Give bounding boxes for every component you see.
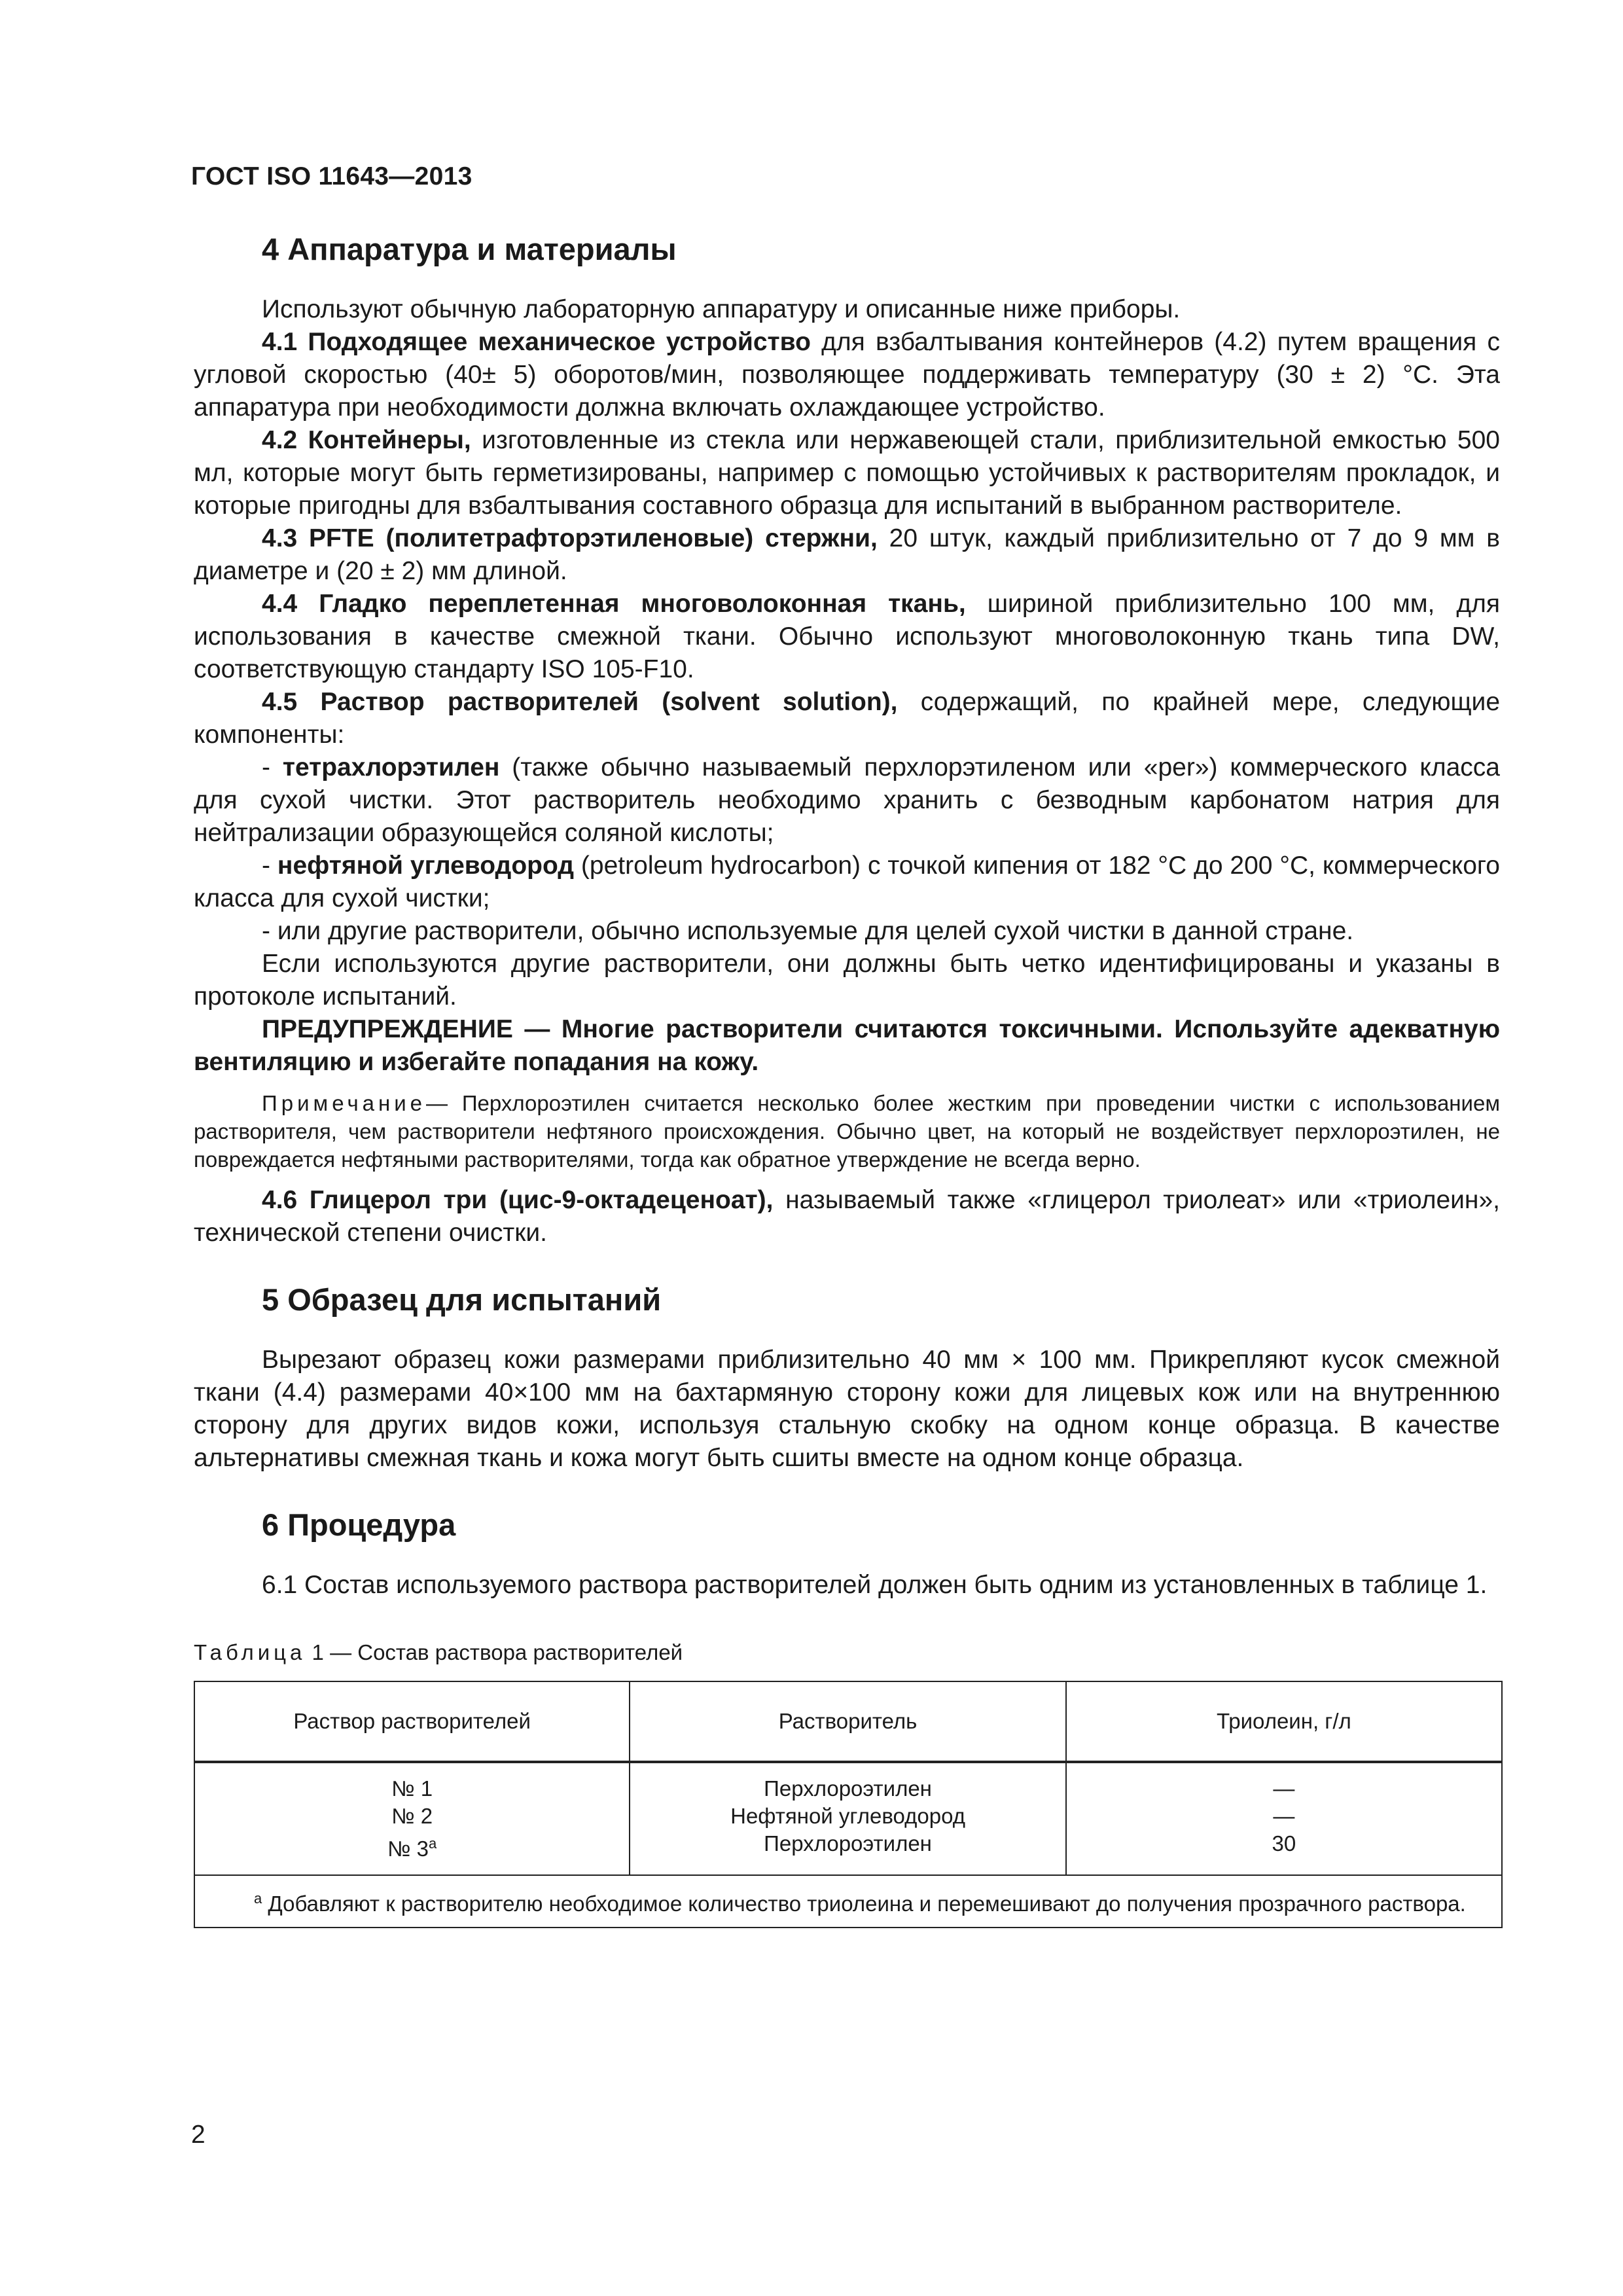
table-cell: Перхлороэтилен — [764, 1831, 932, 1856]
table-1-caption — [194, 1638, 1500, 1666]
clause-4-3-heading: 4.3 PFTE (политетрафторэтиленовые) стержни, — [262, 524, 878, 552]
clause-4-1 — [194, 326, 1500, 424]
table-footnote-row — [194, 1875, 1502, 1928]
clause-4-6 — [194, 1184, 1500, 1249]
clause-4-1-heading: 4.1 Подходящее механическое устройство — [262, 328, 811, 356]
table-cell: — — [1273, 1804, 1295, 1828]
page-content — [194, 228, 1500, 1928]
other-solvents-paragraph: Если используются другие растворители, они должны быть четко идентифицированы и указаны в протоколе испытаний. — [194, 950, 1500, 1011]
clause-4-2-text: изготовленные из стекла или нержавеющей стали, приблизительной емкостью 500 мл, которые могут быть герметизированы, например с помощью устойчивых к растворителям прокладок, и которые пригодны для взбалтывания составного образца для испытаний в выбранном растворителе. — [194, 426, 1500, 520]
clause-4-4 — [194, 588, 1500, 686]
triolein-column — [1066, 1762, 1502, 1875]
solvent-column — [630, 1762, 1065, 1875]
footnote-marker: а — [429, 1835, 437, 1852]
page-number: 2 — [191, 2121, 205, 2149]
list-item-term: тетрахлорэтилен — [282, 753, 500, 781]
clause-4-5 — [194, 686, 1500, 751]
footnote-text: Добавляют к растворителю необходимое количество триолеина и перемешивают до получения прозрачного раствора. — [262, 1892, 1466, 1916]
clause-4-6-heading: 4.6 Глицерол три (цис-9-октадеценоат), — [262, 1186, 774, 1214]
section-5-text: Вырезают образец кожи размерами приблизительно 40 мм × 100 мм. Прикрепляют кусок смежной ткани (4.4) размерами 40×100 мм на бахтармяную сторону кожи для лицевых кож или на внутреннюю сторону для других видов кожи, используя стальную скобку на одном конце образца. В качестве альтернативы смежная ткань и кожа могут быть сшиты вместе на одном конце образца. — [194, 1346, 1500, 1472]
section-6-title: 6 Процедура — [262, 1507, 456, 1542]
table-1 — [194, 1681, 1503, 1928]
table-row — [194, 1762, 1502, 1875]
table-caption-label: Таблица — [194, 1640, 306, 1664]
note-text: — Перхлороэтилен считается несколько более жестким при проведении чистки с использованием растворителя, чем растворители нефтяного происхождения. Обычно цвет, на который не воздействует перхлороэтилен, не повреждается нефтяными растворителями, тогда как обратное утверждение не всегда верно. — [194, 1091, 1500, 1172]
table-header-row — [194, 1681, 1502, 1762]
table-cell: — — [1273, 1776, 1295, 1801]
table-cell: № 1 — [391, 1776, 433, 1801]
table-cell: № $3^а$ — [387, 1835, 437, 1861]
note-label: Примечание — [262, 1091, 427, 1115]
clause-6-1: 6.1 Состав используемого раствора растворителей должен быть одним из установленных в таблице 1. — [262, 1571, 1488, 1599]
clause-4-5-heading: 4.5 Раствор растворителей (solvent solution), — [262, 688, 898, 716]
footnote-marker: а — [254, 1890, 262, 1907]
clause-4-2 — [194, 424, 1500, 522]
table-cell: Нефтяной углеводород — [730, 1804, 965, 1828]
clause-4-2-heading: 4.2 Контейнеры, — [262, 426, 471, 454]
section-4-title: 4 Аппаратура и материалы — [262, 232, 677, 266]
section-4-intro: Используют обычную лабораторную аппаратуру и описанные ниже приборы. — [262, 295, 1181, 323]
list-item-text: (также обычно называемый перхлорэтиленом или «per») коммерческого класса для сухой чистки. Этот растворитель необходимо хранить с безводным карбонатом натрия для нейтрализации образующейся соляной кислоты; — [194, 753, 1501, 847]
column-header-solution: Раствор растворителей — [194, 1681, 630, 1762]
clause-4-6-text: называемый также «глицерол триолеат» или «триолеин», технической степени очистки. — [194, 1186, 1500, 1247]
document-code: ГОСТ ISO 11643—2013 — [191, 162, 473, 190]
clause-4-4-text: шириной приблизительно 100 мм, для использования в качестве смежной ткани. Обычно используют многоволоконную ткань типа DW, соответствующую стандарту ISO 105-F10. — [194, 590, 1500, 683]
table-cell: Перхлороэтилен — [764, 1776, 932, 1801]
list-item-text: (petroleum hydrocarbon) с точкой кипения от 182 °С до 200 °С, коммерческого класса для сухой чистки; — [194, 852, 1500, 912]
solution-column — [194, 1762, 630, 1875]
warning-paragraph: ПРЕДУПРЕЖДЕНИЕ — Многие растворители считаются токсичными. Используйте адекватную вентиляцию и избегайте попадания на кожу. — [194, 1015, 1500, 1076]
list-dash: - — [262, 852, 277, 880]
column-header-triolein: Триолеин, г/л — [1066, 1681, 1502, 1762]
table-cell: № 2 — [391, 1804, 433, 1828]
note-paragraph — [194, 1089, 1500, 1174]
clause-4-1-text: для взбалтывания контейнеров (4.2) путем вращения с угловой скоростью (40± 5) оборотов/мин, позволяющее поддерживать температуру (30 ± 2) °С. Эта аппаратура при необходимости должна включать охлаждающее устройство. — [194, 328, 1501, 422]
list-item-tetrachloroethylene — [194, 751, 1500, 850]
list-dash: - — [262, 753, 283, 781]
clause-4-5-text: содержащий, по крайней мере, следующие компоненты: — [194, 688, 1501, 749]
table-caption-text: 1 — Состав раствора растворителей — [306, 1640, 683, 1664]
table-cell: 30 — [1272, 1831, 1296, 1856]
table-footnote — [194, 1875, 1502, 1928]
clause-4-3-text: 20 штук, каждый приблизительно от 7 до 9 мм в диаметре и (20 ± 2) мм длиной. — [194, 524, 1500, 585]
clause-4-3 — [194, 522, 1500, 588]
list-item-petroleum-hydrocarbon — [194, 850, 1500, 915]
section-5-title: 5 Образец для испытаний — [262, 1282, 662, 1317]
clause-4-4-heading: 4.4 Гладко переплетенная многоволоконная ткань, — [262, 590, 966, 618]
list-item-other-solvents: - или другие растворители, обычно используемые для целей сухой чистки в данной стране. — [262, 917, 1354, 945]
list-item-term: нефтяной углеводород — [277, 852, 575, 880]
column-header-solvent: Растворитель — [630, 1681, 1065, 1762]
